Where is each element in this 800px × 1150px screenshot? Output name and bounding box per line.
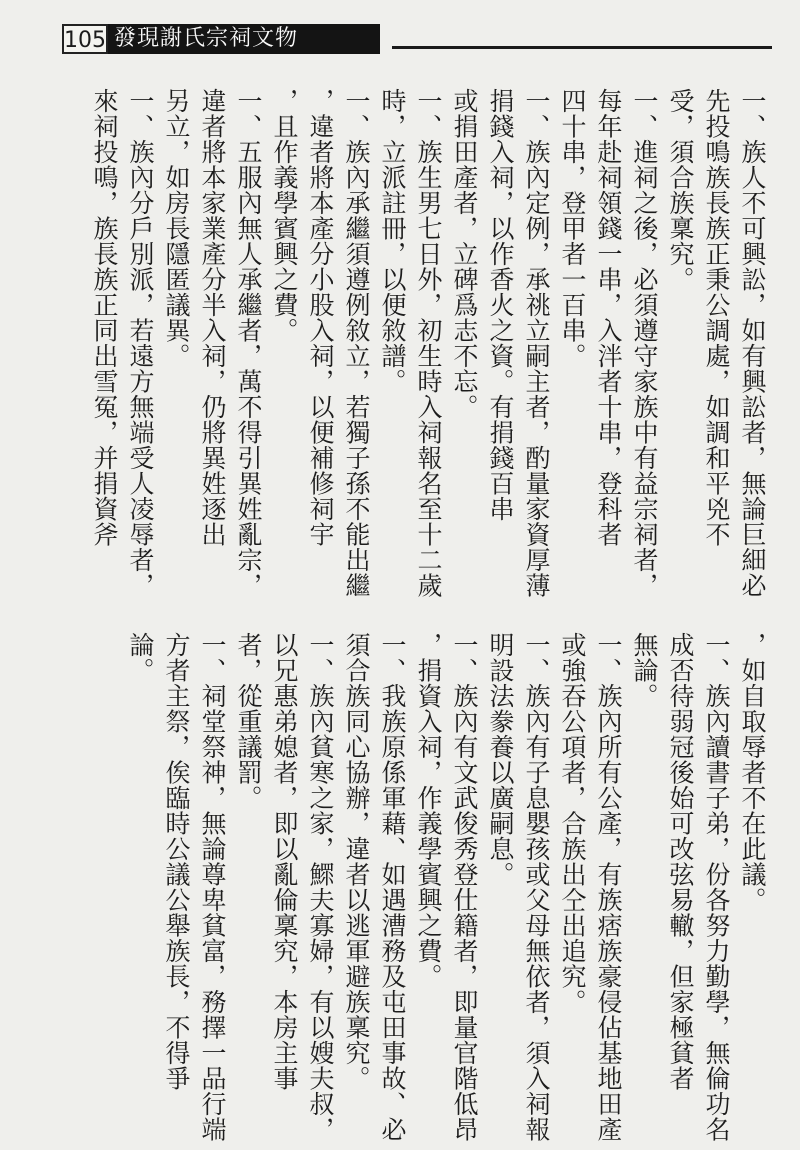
text-column: 一、族內承繼須遵例敘立，若獨子孫不能出繼 (342, 88, 371, 598)
text-column: 一、進祠之後，必須遵守家族中有益宗祠者， (630, 88, 659, 598)
text-column: 一、族內貧寒之家，鰥夫寡婦，有以嫂夫叔， (306, 632, 335, 1142)
text-column: 一、族內所有公產，有族痞族豪侵佔基地田產 (594, 632, 623, 1142)
text-column: 每年赴祠領錢一串，入泮者十串，登科者 (594, 88, 623, 547)
text-column: 無論。 (630, 632, 659, 709)
text-column: 或強吞公項者，合族出仝出追究。 (558, 632, 587, 1015)
text-column: 捐錢入祠，以作香火之資。有捐錢百串 (486, 88, 515, 522)
text-column: ，如自取辱者不在此議。 (738, 632, 767, 913)
page-header (62, 24, 380, 58)
text-column: 一、族生男七日外，初生時入祠報名至十二歲 (414, 88, 443, 598)
text-column: 方者主祭，俟臨時公議公舉族長，不得爭 (162, 632, 191, 1091)
text-column: 一、族內分戶別派，若遠方無端受人凌辱者， (126, 88, 155, 598)
text-column: 時，立派註冊，以便敘譜。 (378, 88, 407, 394)
text-column: 一、族內有文武俊秀登仕籍者，即量官階低昂 (450, 632, 479, 1142)
text-column: 來祠投鳴，族長族正同出雪冤，并捐資斧 (90, 88, 119, 547)
text-column: 須合族同心協辦，違者以逃軍避族稟究。 (342, 632, 371, 1091)
text-column: ，違者將本產分小股入祠，以便補修祠宇 (306, 88, 335, 547)
text-column: 一、祠堂祭神，無論尊卑貧富，務擇一品行端 (198, 632, 227, 1142)
text-column: ，且作義學賓興之費。 (270, 88, 299, 343)
text-column: 四十串，登甲者一百串。 (558, 88, 587, 369)
chapter-title: 發現謝氏宗祠文物 (108, 24, 380, 54)
text-column: 以兄惠弟媳者，即以亂倫稟究，本房主事 (270, 632, 299, 1091)
header-rule (392, 46, 772, 49)
text-column: 一、族內有子息嬰孩或父母無依者，須入祠報 (522, 632, 551, 1142)
text-column: 論。 (126, 632, 155, 683)
text-column: 違者將本家業產分半入祠，仍將異姓逐出 (198, 88, 227, 547)
text-column: 明設法豢養以廣嗣息。 (486, 632, 515, 887)
text-column: 者，從重議罰。 (234, 632, 263, 811)
text-column: ，捐資入祠，作義學賓興之費。 (414, 632, 443, 989)
text-column: 受，須合族稟究。 (666, 88, 695, 292)
text-column: 一、我族原係軍藉、如遇漕務及屯田事故、必 (378, 632, 407, 1142)
text-column: 一、族內讀書子弟，份各努力勤學，無倫功名 (702, 632, 731, 1142)
text-column: 先投鳴族長族正秉公調處，如調和平兇不 (702, 88, 731, 547)
text-column: 或捐田產者，立碑爲志不忘。 (450, 88, 479, 420)
text-column: 一、族內定例，承祧立嗣主者，酌量家資厚薄 (522, 88, 551, 598)
page-number: 105 (62, 24, 108, 54)
text-column: 成否待弱冠後始可改弦易轍，但家極貧者 (666, 632, 695, 1091)
text-column: 另立，如房長隱匿議異。 (162, 88, 191, 369)
text-column: 一、五服內無人承繼者，萬不得引異姓亂宗， (234, 88, 263, 598)
text-column: 一、族人不可興訟，如有興訟者，無論巨細必 (738, 88, 767, 598)
